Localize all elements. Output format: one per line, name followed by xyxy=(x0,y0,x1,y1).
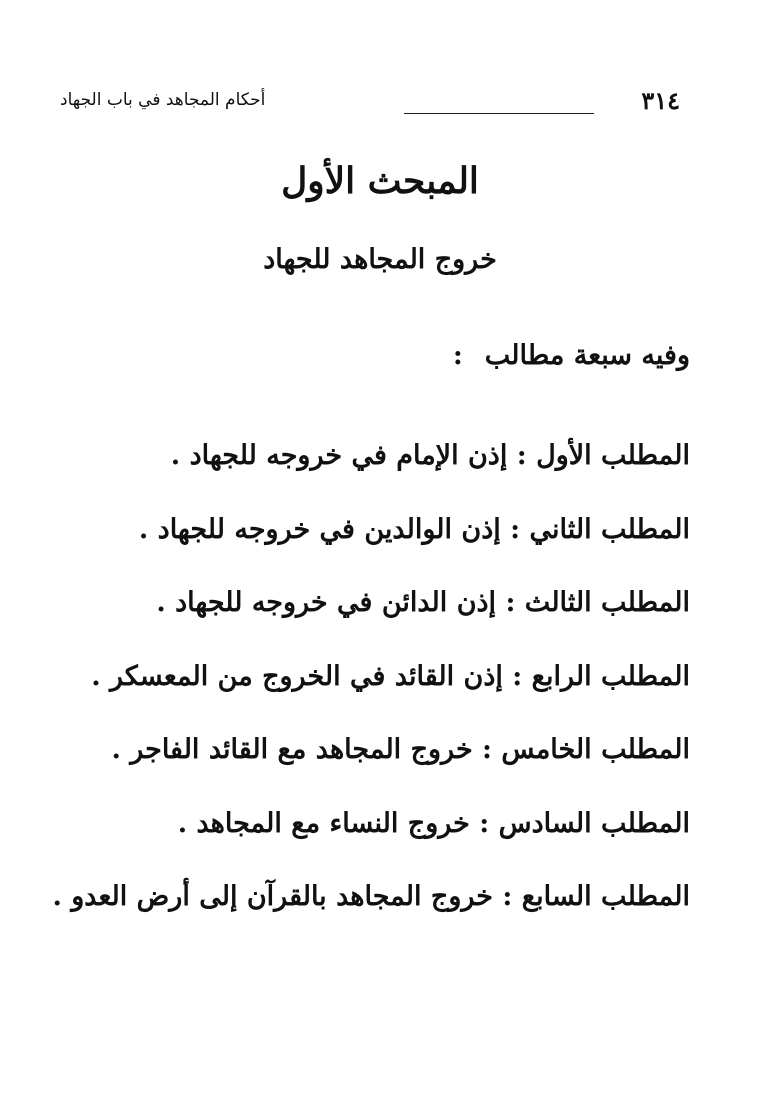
running-title: أحكام المجاهد في باب الجهاد xyxy=(60,90,266,110)
subsection-item-2: المطلب الثاني : إذن الوالدين في خروجه للجهاد . xyxy=(138,513,690,545)
subsection-item-3: المطلب الثالث : إذن الدائن في خروجه للجهاد . xyxy=(156,587,690,618)
subsection-list xyxy=(52,436,690,951)
page-number: ٣١٤ xyxy=(641,86,680,115)
header-rule xyxy=(404,113,594,114)
section-subtitle: خروج المجاهد للجهاد xyxy=(263,244,497,275)
intro-colon: : xyxy=(452,340,463,371)
section-title: المبحث الأول xyxy=(281,160,479,202)
subsection-item-5: المطلب الخامس : خروج المجاهد مع القائد الفاجر . xyxy=(111,734,690,765)
subsection-item-7: المطلب السابع : خروج المجاهد بالقرآن إلى أرض العدو . xyxy=(52,881,690,912)
subsection-item-1: المطلب الأول : إذن الإمام في خروجه للجهاد . xyxy=(170,440,690,471)
page-header xyxy=(60,86,680,122)
subsection-item-4: المطلب الرابع : إذن القائد في الخروج من المعسكر . xyxy=(91,660,690,692)
intro-text: وفيه سبعة مطالب xyxy=(484,340,690,371)
intro-line xyxy=(453,340,690,371)
subsection-item-6: المطلب السادس : خروج النساء مع المجاهد . xyxy=(177,807,690,839)
